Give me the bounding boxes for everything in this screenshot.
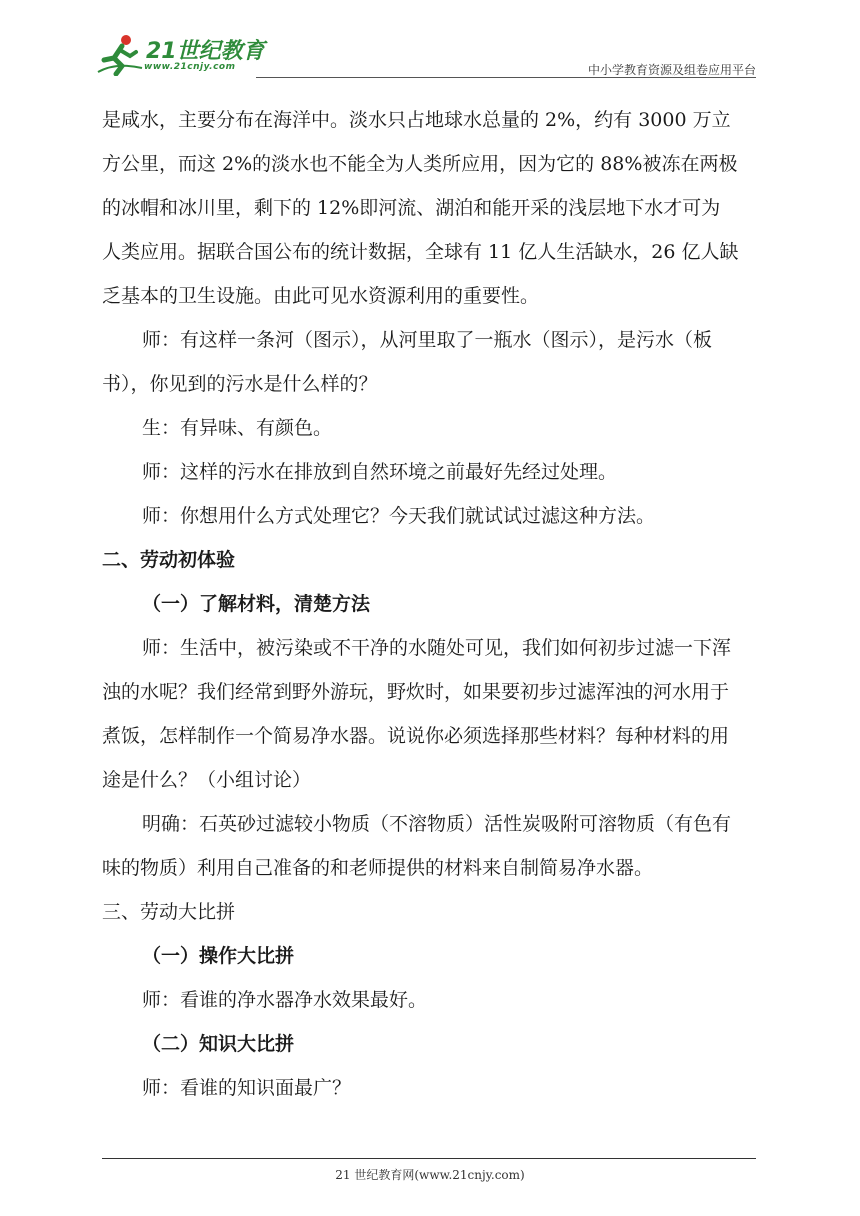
subsection-heading: （一）了解材料，清楚方法 bbox=[142, 593, 371, 615]
logo-text: 21世纪教育 bbox=[146, 39, 265, 64]
header-divider bbox=[256, 77, 756, 78]
runner-logo-icon bbox=[96, 32, 148, 76]
document-body bbox=[102, 98, 762, 1110]
paragraph-line: 师：这样的污水在排放到自然环境之前最好先经过处理。 bbox=[142, 461, 618, 483]
paragraph-line: 生：有异味、有颜色。 bbox=[142, 417, 333, 439]
paragraph-line: 师：有这样一条河（图示），从河里取了一瓶水（图示），是污水（板 bbox=[142, 329, 713, 351]
paragraph-line: 方公里，而这 2%的淡水也不能全为人类所应用，因为它的 88%被冻在两极 bbox=[102, 153, 738, 175]
paragraph-line: 味的物质）利用自己准备的和老师提供的材料来自制简易净水器。 bbox=[102, 857, 654, 879]
paragraph-line: 人类应用。据联合国公布的统计数据，全球有 11 亿人生活缺水，26 亿人缺 bbox=[102, 241, 739, 263]
page-header bbox=[96, 30, 756, 80]
paragraph-line: 的冰帽和冰川里，剩下的 12%即河流、湖泊和能开采的浅层地下水才可为 bbox=[102, 197, 721, 219]
paragraph-line: 书），你见到的污水是什么样的？ bbox=[102, 373, 378, 395]
subsection-heading: （二）知识大比拼 bbox=[142, 1033, 295, 1055]
paragraph-line: 煮饭，怎样制作一个简易净水器。说说你必须选择那些材料？每种材料的用 bbox=[102, 725, 730, 747]
paragraph-line: 乏基本的卫生设施。由此可见水资源利用的重要性。 bbox=[102, 285, 540, 307]
paragraph-line: 明确：石英砂过滤较小物质（不溶物质）活性炭吸附可溶物质（有色有 bbox=[142, 813, 732, 835]
paragraph-line: 师：你想用什么方式处理它？今天我们就试试过滤这种方法。 bbox=[142, 505, 656, 527]
paragraph-line: 浊的水呢？我们经常到野外游玩，野炊时，如果要初步过滤浑浊的河水用于 bbox=[102, 681, 730, 703]
header-tagline: 中小学教育资源及组卷应用平台 bbox=[587, 63, 756, 77]
footer-divider bbox=[102, 1158, 756, 1159]
paragraph-line: 师：看谁的知识面最广？ bbox=[142, 1077, 352, 1099]
brand-logo bbox=[96, 32, 276, 76]
section-heading: 二、劳动初体验 bbox=[102, 549, 236, 571]
subsection-heading: （一）操作大比拼 bbox=[142, 945, 295, 967]
logo-url: www.21cnjy.com bbox=[144, 62, 236, 72]
paragraph-line: 是咸水，主要分布在海洋中。淡水只占地球水总量的 2%，约有 3000 万立 bbox=[102, 109, 731, 131]
paragraph-line: 途是什么？（小组讨论） bbox=[102, 769, 312, 791]
paragraph-line: 师：生活中，被污染或不干净的水随处可见，我们如何初步过滤一下浑 bbox=[142, 637, 732, 659]
page-footer: 21 世纪教育网(www.21cnjy.com) bbox=[335, 1168, 525, 1182]
section-heading: 三、劳动大比拼 bbox=[102, 901, 236, 923]
paragraph-line: 师：看谁的净水器净水效果最好。 bbox=[142, 989, 428, 1011]
